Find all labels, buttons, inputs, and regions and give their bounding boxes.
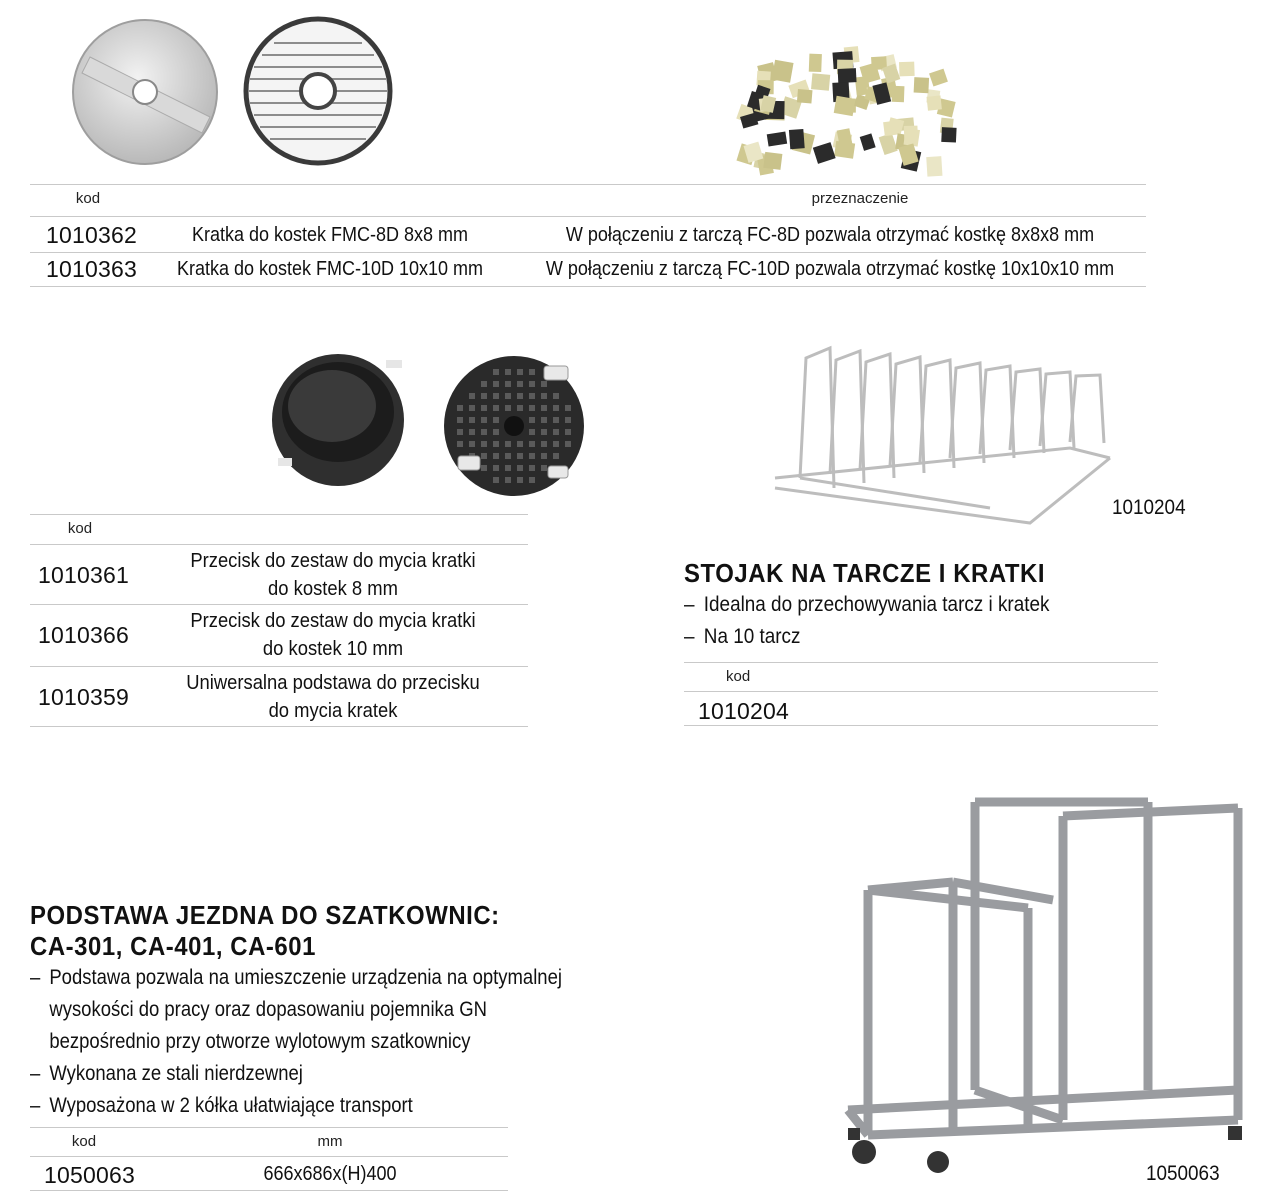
stud-icon [529,477,535,483]
header-kod: kod [71,1133,97,1150]
stud-icon [553,453,559,459]
dicing-grid-icon [242,15,394,165]
stud-icon [517,369,523,375]
stud-icon [541,465,547,471]
vegetable-cube-icon [892,86,905,102]
stud-icon [553,417,559,423]
base-image-code: 1050063 [1146,1162,1220,1185]
stud-icon [541,393,547,399]
stud-icon [469,417,475,423]
vegetable-cube-icon [929,69,948,87]
stud-icon [565,441,571,447]
rack-wire-icon [1070,375,1104,443]
product-code: 1010359 [38,684,129,710]
product-code: 1010362 [46,222,137,248]
stud-icon [505,441,511,447]
rack-wire-icon [1040,372,1074,448]
stud-icon [493,369,499,375]
stud-icon [529,417,535,423]
stud-icon [469,429,475,435]
product-code: 1010361 [38,562,129,588]
product-desc-line2: do mycia kratek [268,700,398,722]
stud-icon [457,405,463,411]
product-desc-line1: Uniwersalna podstawa do przecisku [186,672,480,694]
header-kod: kod [75,190,101,207]
base-bullet-text: Wykonana ze stali nierdzewnej [49,1062,303,1085]
stud-icon [553,441,559,447]
stud-icon [529,369,535,375]
rack-wire-icon [980,366,1014,458]
stud-icon [493,453,499,459]
base-bullet-text: Wyposażona w 2 kółka ułatwiające transport [49,1094,413,1117]
bullet-dash: – [30,1094,41,1117]
bullet-dash: – [684,625,695,648]
stand-title: STOJAK NA TARCZE I KRATKI [684,558,1046,588]
vegetable-cube-icon [809,54,822,72]
vegetable-cube-icon [914,77,929,93]
product-name: Kratka do kostek FMC-10D 10x10 mm [176,258,484,280]
bullet-dash: – [30,1062,41,1085]
vegetable-cube-icon [941,127,956,142]
stud-icon [505,405,511,411]
product-desc-line1: Przecisk do zestaw do mycia kratki [190,550,476,572]
stud-icon [493,429,499,435]
stud-icon [553,393,559,399]
product-desc-line2: do kostek 8 mm [268,578,398,600]
stand-image-code: 1010204 [1112,496,1186,519]
header-kod: kod [726,668,751,685]
stud-icon [457,441,463,447]
header-kod: kod [67,520,93,537]
vegetable-cube-icon [926,156,942,176]
product-desc-line1: Przecisk do zestaw do mycia kratki [190,610,476,632]
stand-bullet-text: Idealna do przechowywania tarcz i kratek [703,593,1050,616]
stud-icon [493,381,499,387]
stud-icon [541,405,547,411]
stud-icon [529,429,535,435]
stud-icon [493,465,499,471]
vegetable-cube-icon [789,129,805,149]
vegetable-cube-icon [860,133,876,150]
stud-icon [517,405,523,411]
base-title-line2: CA-301, CA-401, CA-601 [30,931,317,961]
product-purpose: W połączeniu z tarczą FC-8D pozwala otrzymać kostkę 8x8x8 mm [565,224,1095,246]
stud-icon [493,477,499,483]
rack-wire-icon [775,458,1110,523]
stud-icon [493,417,499,423]
vegetable-cube-icon [763,152,782,170]
vegetable-cube-icon [834,96,856,116]
stud-icon [517,477,523,483]
stud-icon [529,453,535,459]
stud-icon [505,477,511,483]
stud-icon [553,405,559,411]
slicing-disc-icon [70,17,220,167]
stud-icon [517,381,523,387]
stud-icon [541,453,547,459]
stud-icon [505,453,511,459]
base-bullet-text: wysokości do pracy oraz dopasowaniu pojemnika GN [49,998,487,1021]
product-code: 1050063 [44,1162,135,1188]
stud-icon [469,393,475,399]
stud-icon [565,405,571,411]
stud-icon [493,405,499,411]
base-bullet-text: Podstawa pozwala na umieszczenie urządzenia na optymalnej [49,966,562,989]
vegetable-cube-icon [767,132,787,147]
wire-rack-icon [770,338,1130,528]
stud-icon [505,369,511,375]
stand-bullet [684,621,800,653]
rack-wire-icon [920,360,954,468]
stud-icon [481,417,487,423]
steel-cart-frame-icon [828,790,1248,1170]
vegetable-cube-icon [838,68,857,83]
vegetable-cubes-icon [700,22,990,172]
product-code: 1010363 [46,256,137,282]
product-name: Kratka do kostek FMC-8D 8x8 mm [191,224,469,246]
product-code: 1010366 [38,622,129,648]
vegetable-cube-icon [811,73,830,90]
stand-bullet-text: Na 10 tarcz [703,625,801,648]
stud-icon [493,441,499,447]
stud-icon [517,393,523,399]
vegetable-cube-icon [927,95,942,110]
stud-icon [517,453,523,459]
stand-bullet [684,589,1049,621]
pusher-plate-icon [440,352,590,502]
stud-icon [481,429,487,435]
header-mm: mm [317,1133,343,1150]
stud-icon [541,417,547,423]
stud-icon [469,441,475,447]
rack-wire-icon [775,448,1110,478]
stud-icon [517,465,523,471]
stud-icon [457,429,463,435]
bullet-dash: – [30,966,41,989]
bullet-dash: – [684,593,695,616]
header-przeznaczenie: przeznaczenie [811,190,909,207]
stud-icon [529,381,535,387]
base-bullet-text: bezpośrednio przy otworze wylotowym szatkownicy [49,1030,471,1053]
vegetable-cube-icon [879,133,898,155]
stud-icon [529,405,535,411]
stud-icon [469,405,475,411]
stud-icon [541,381,547,387]
stud-icon [541,429,547,435]
base-title-line1: PODSTAWA JEZDNA DO SZATKOWNIC: [30,900,500,930]
stud-icon [505,465,511,471]
stud-icon [565,417,571,423]
stud-icon [481,465,487,471]
stud-icon [481,381,487,387]
rack-wire-icon [1010,369,1044,453]
stud-icon [481,453,487,459]
stud-icon [457,417,463,423]
vegetable-cube-icon [813,142,836,164]
product-purpose: W połączeniu z tarczą FC-10D pozwala otrzymać kostkę 10x10x10 mm [545,258,1115,280]
product-desc-line2: do kostek 10 mm [262,638,404,660]
stud-icon [493,393,499,399]
vegetable-cube-icon [899,62,915,77]
vegetable-cube-icon [883,121,897,136]
stud-icon [565,429,571,435]
stud-icon [541,441,547,447]
stud-icon [553,429,559,435]
stud-icon [529,393,535,399]
stud-icon [529,465,535,471]
stud-icon [481,393,487,399]
stud-icon [481,441,487,447]
product-dimensions: 666x686x(H)400 [263,1163,397,1185]
product-code: 1010204 [698,698,789,724]
base-bullet [30,962,562,1122]
stud-icon [505,381,511,387]
pusher-bowl-icon [268,340,418,490]
stud-icon [517,441,523,447]
stud-icon [481,405,487,411]
rack-wire-icon [950,363,984,463]
vegetable-cube-icon [772,60,794,83]
vegetable-cube-icon [904,126,918,144]
stud-icon [505,393,511,399]
stud-icon [529,441,535,447]
vegetable-cube-icon [797,89,813,103]
